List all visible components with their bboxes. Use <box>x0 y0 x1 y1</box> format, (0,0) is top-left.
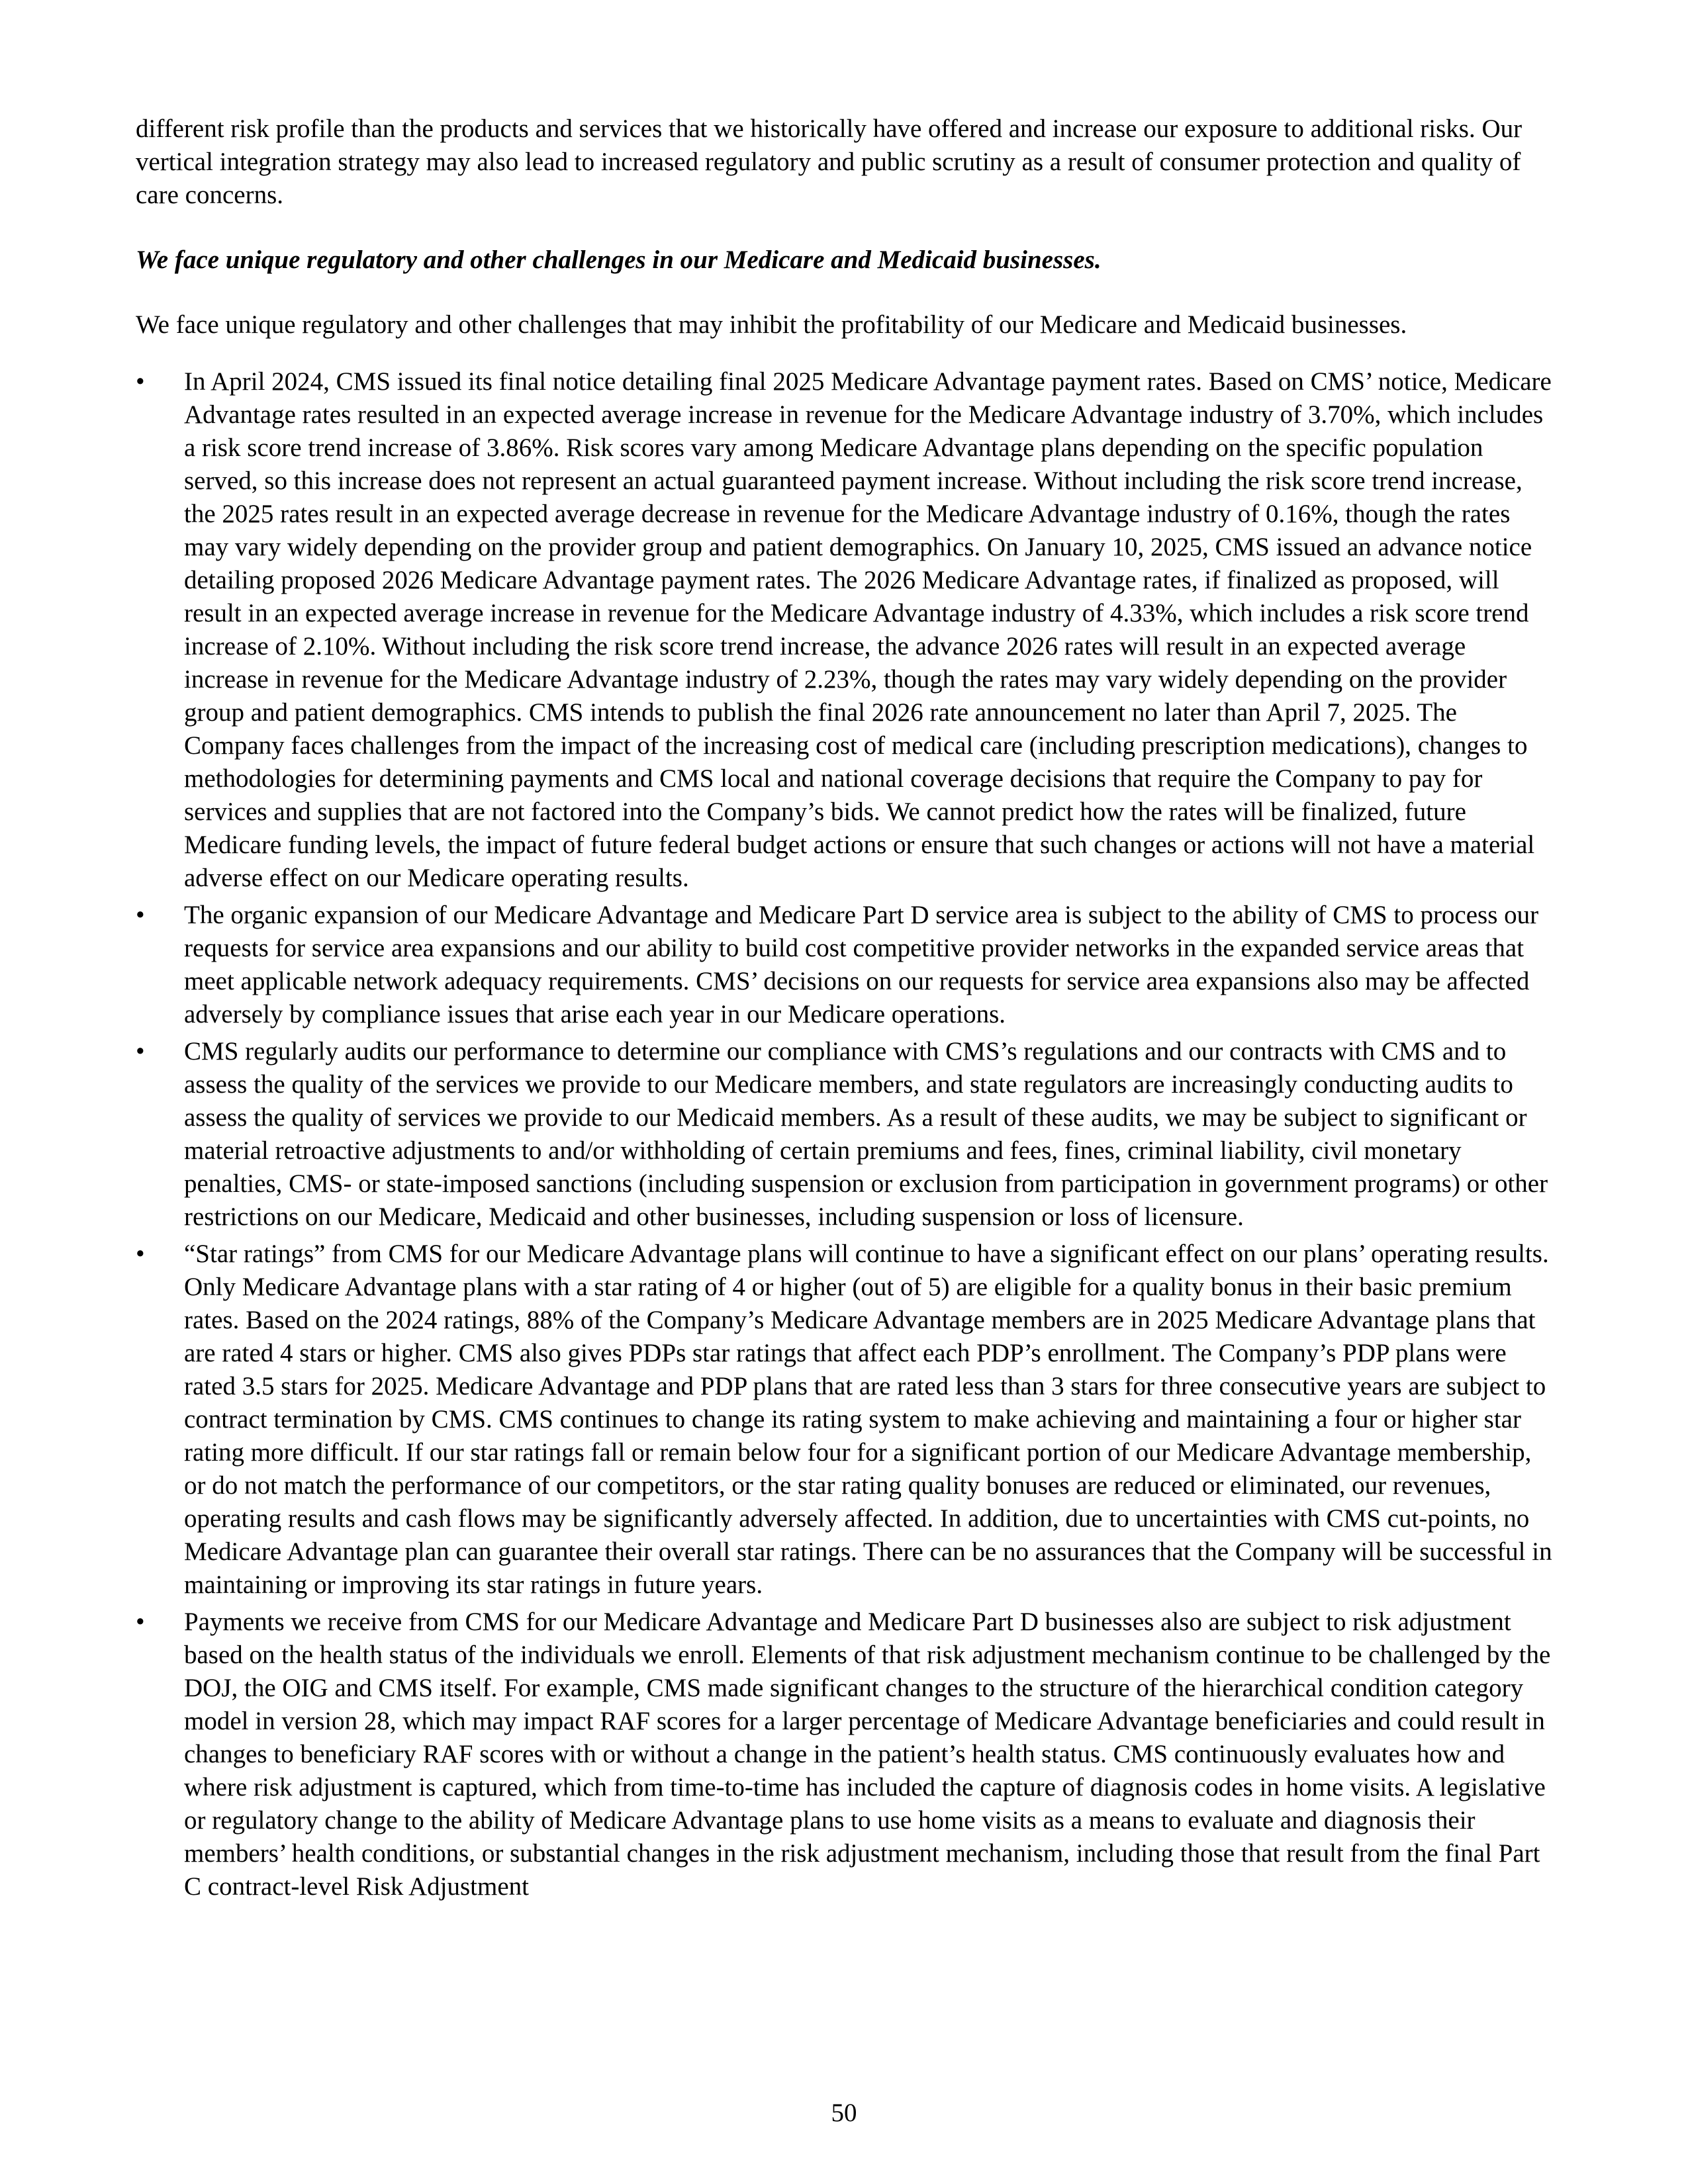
bullet-item-star-ratings <box>136 1238 1552 1602</box>
bullet-text: The organic expansion of our Medicare Advantage and Medicare Part D service area is subject to the ability of CMS to process our requests for service area expansions and our ability to build cost competitive provider networks in the expanded service areas that meet applicable network adequacy requirements. CMS’ decisions on our requests for service area expansions also may be affected adversely by compliance issues that arise each year in our Medicare operations. <box>184 901 1539 1028</box>
bullet-icon: • <box>136 1608 145 1636</box>
bullet-text: Payments we receive from CMS for our Medicare Advantage and Medicare Part D businesses also are subject to risk adjustment based on the health status of the individuals we enroll. Elements of that risk adjustment mechanism continue to be challenged by the DOJ, the OIG and CMS itself. For example, CMS made significant changes to the structure of the hierarchical condition category model in version 28, which may impact RAF scores for a larger percentage of Medicare Advantage beneficiaries and could result in changes to beneficiary RAF scores with or without a change in the patient’s health status. CMS continuously evaluates how and where risk adjustment is captured, which from time-to-time has included the capture of diagnosis codes in home visits. A legislative or regulatory change to the ability of Medicare Advantage plans to use home visits as a means to evaluate and diagnosis their members’ health conditions, or substantial changes in the risk adjustment mechanism, including those that result from the final Part C contract-level Risk Adjustment <box>184 1608 1551 1901</box>
bullet-item-cms-audits <box>136 1035 1552 1234</box>
lead-paragraph: We face unique regulatory and other challenges that may inhibit the profitability of our Medicare and Medicaid businesses. <box>136 310 1407 339</box>
bullet-icon: • <box>136 1037 145 1066</box>
bullet-icon: • <box>136 367 145 396</box>
bullet-text: “Star ratings” from CMS for our Medicare Advantage plans will continue to have a significant effect on our plans’ operating results. Only Medicare Advantage plans with a star rating of 4 or higher (out of 5) are eligible for a quality bonus in their basic premium rates. Based on the 2024 ratings, 88% of the Company’s Medicare Advantage members are in 2025 Medicare Advantage plans that are rated 4 stars or higher. CMS also gives PDPs star ratings that affect each PDP’s enrollment. The Company’s PDP plans were rated 3.5 stars for 2025. Medicare Advantage and PDP plans that are rated less than 3 stars for three consecutive years are subject to contract termination by CMS. CMS continues to change its rating system to make achieving and maintaining a four or higher star rating more difficult. If our star ratings fall or remain below four for a significant portion of our Medicare Advantage membership, or do not match the performance of our competitors, or the star rating quality bonuses are reduced or eliminated, our revenues, operating results and cash flows may be significantly adversely affected. In addition, due to uncertainties with CMS cut-points, no Medicare Advantage plan can guarantee their overall star ratings. There can be no assurances that the Company will be successful in maintaining or improving its star ratings in future years. <box>184 1240 1552 1599</box>
bullet-text: CMS regularly audits our performance to determine our compliance with CMS’s regulations and our contracts with CMS and to assess the quality of the services we provide to our Medicare members, and state regulators are increasingly conducting audits to assess the quality of services we provide to our Medicaid members. As a result of these audits, we may be subject to significant or material retroactive adjustments to and/or withholding of certain premiums and fees, fines, criminal liability, civil monetary penalties, CMS- or state-imposed sanctions (including suspension or exclusion from participation in government programs) or other restrictions on our Medicare, Medicaid and other businesses, including suspension or loss of licensure. <box>184 1037 1548 1231</box>
document-page <box>136 113 1552 1907</box>
bullet-item-service-area-expansion <box>136 899 1552 1031</box>
section-heading: We face unique regulatory and other challenges in our Medicare and Medicaid businesses. <box>136 246 1102 274</box>
bullet-icon: • <box>136 901 145 929</box>
bullet-list <box>136 365 1552 1903</box>
bullet-item-medicare-rates <box>136 365 1552 895</box>
bullet-icon: • <box>136 1240 145 1268</box>
bullet-item-risk-adjustment <box>136 1606 1552 1903</box>
bullet-text: In April 2024, CMS issued its final notice detailing final 2025 Medicare Advantage payment rates. Based on CMS’ notice, Medicare Advantage rates resulted in an expected average increase in revenue for the Medicare Advantage industry of 3.70%, which includes a risk score trend increase of 3.86%. Risk scores vary among Medicare Advantage plans depending on the specific population served, so this increase does not represent an actual guaranteed payment increase. Without including the risk score trend increase, the 2025 rates result in an expected average decrease in revenue for the Medicare Advantage industry of 0.16%, though the rates may vary widely depending on the provider group and patient demographics. On January 10, 2025, CMS issued an advance notice detailing proposed 2026 Medicare Advantage payment rates. The 2026 Medicare Advantage rates, if finalized as proposed, will result in an expected average increase in revenue for the Medicare Advantage industry of 4.33%, which includes a risk score trend increase of 2.10%. Without including the risk score trend increase, the advance 2026 rates will result in an expected average increase in revenue for the Medicare Advantage industry of 2.23%, though the rates may vary widely depending on the provider group and patient demographics. CMS intends to publish the final 2026 rate announcement no later than April 7, 2025. The Company faces challenges from the impact of the increasing cost of medical care (including prescription medications), changes to methodologies for determining payments and CMS local and national coverage decisions that require the Company to pay for services and supplies that are not factored into the Company’s bids. We cannot predict how the rates will be finalized, future Medicare funding levels, the impact of future federal budget actions or ensure that such changes or actions will not have a material adverse effect on our Medicare operating results. <box>184 367 1552 892</box>
intro-paragraph: different risk profile than the products and services that we historically have offered and increase our exposure to additional risks. Our vertical integration strategy may also lead to increased regulatory and public scrutiny as a result of consumer protection and quality of care concerns. <box>136 114 1523 209</box>
page-number: 50 <box>831 2099 857 2127</box>
